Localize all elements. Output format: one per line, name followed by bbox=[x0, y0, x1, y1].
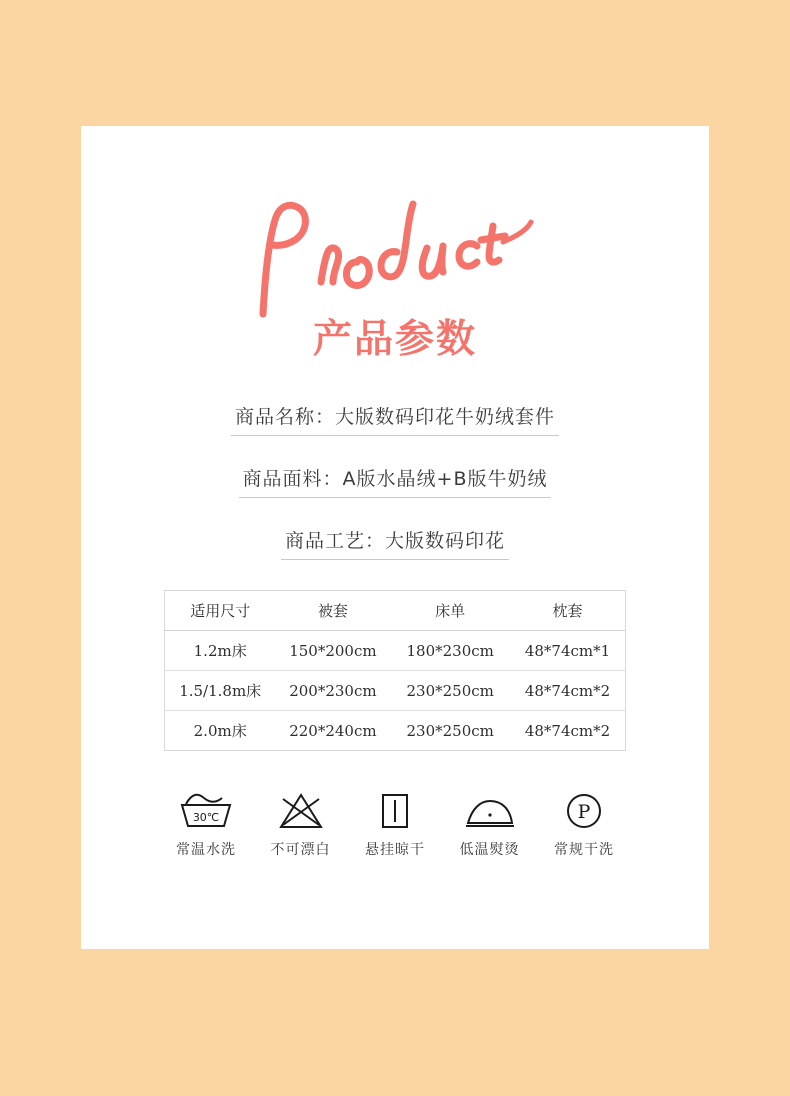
dry-clean-p-icon bbox=[538, 785, 630, 831]
cell-size: 2.0m床 bbox=[193, 722, 247, 740]
title-block bbox=[81, 126, 709, 362]
info-label-craft: 商品工艺： bbox=[284, 530, 385, 552]
care-item-dryclean bbox=[538, 785, 630, 859]
care-item-wash bbox=[160, 785, 252, 859]
care-label-dryclean: 常规干洗 bbox=[554, 842, 614, 858]
cell-duvet: 150*200cm bbox=[275, 631, 390, 671]
cell-duvet: 220*240cm bbox=[289, 721, 377, 740]
cell-sheet: 180*230cm bbox=[390, 631, 510, 671]
care-instructions bbox=[160, 785, 630, 859]
care-label-hangdry: 悬挂晾干 bbox=[365, 842, 425, 858]
care-item-iron bbox=[444, 785, 536, 859]
table-header-duvet: 被套 bbox=[275, 591, 390, 631]
product-script-logo-icon bbox=[245, 196, 545, 326]
product-spec-card bbox=[81, 126, 709, 949]
svg-text:P: P bbox=[577, 801, 591, 823]
info-label-fabric: 商品面料： bbox=[242, 468, 343, 490]
wash-tub-30c-icon bbox=[160, 785, 252, 831]
cell-duvet: 200*230cm bbox=[275, 671, 390, 711]
table-row bbox=[165, 671, 625, 711]
care-label-wash: 常温水洗 bbox=[176, 842, 236, 858]
care-label-bleach: 不可漂白 bbox=[270, 842, 331, 858]
table-header-sheet: 床单 bbox=[390, 591, 510, 631]
table-header-pillow: 枕套 bbox=[510, 591, 625, 631]
info-value-fabric: A版水晶绒+B版牛奶绒 bbox=[342, 468, 548, 490]
cell-sheet: 230*250cm bbox=[390, 671, 510, 711]
table-header-size: 适用尺寸 bbox=[165, 591, 275, 631]
svg-text:30℃: 30℃ bbox=[192, 811, 220, 824]
care-label-iron: 低温熨烫 bbox=[459, 842, 520, 858]
table-row bbox=[165, 711, 625, 751]
care-item-hangdry bbox=[349, 785, 441, 859]
cell-size: 1.2m床 bbox=[165, 631, 275, 671]
info-value-name: 大版数码印花牛奶绒套件 bbox=[335, 406, 556, 428]
low-iron-icon bbox=[444, 785, 536, 831]
table-header-row bbox=[165, 591, 625, 631]
info-row-name bbox=[81, 402, 709, 436]
cell-size: 1.5/1.8m床 bbox=[165, 671, 275, 711]
cell-pillow: 48*74cm*2 bbox=[524, 721, 611, 740]
cell-sheet: 230*250cm bbox=[406, 721, 494, 740]
table-row bbox=[165, 631, 625, 671]
cell-pillow: 48*74cm*2 bbox=[510, 671, 625, 711]
cell-pillow: 48*74cm*1 bbox=[510, 631, 625, 671]
care-item-bleach bbox=[255, 785, 347, 859]
info-label-name: 商品名称： bbox=[234, 406, 335, 428]
info-list bbox=[81, 402, 709, 560]
hang-dry-square-icon bbox=[349, 785, 441, 831]
info-row-fabric bbox=[81, 464, 709, 498]
section-title-cn: 产品参数 bbox=[312, 317, 477, 362]
size-table bbox=[164, 590, 626, 751]
no-bleach-triangle-icon bbox=[255, 785, 347, 831]
info-value-craft: 大版数码印花 bbox=[385, 530, 506, 552]
info-row-craft bbox=[81, 526, 709, 560]
